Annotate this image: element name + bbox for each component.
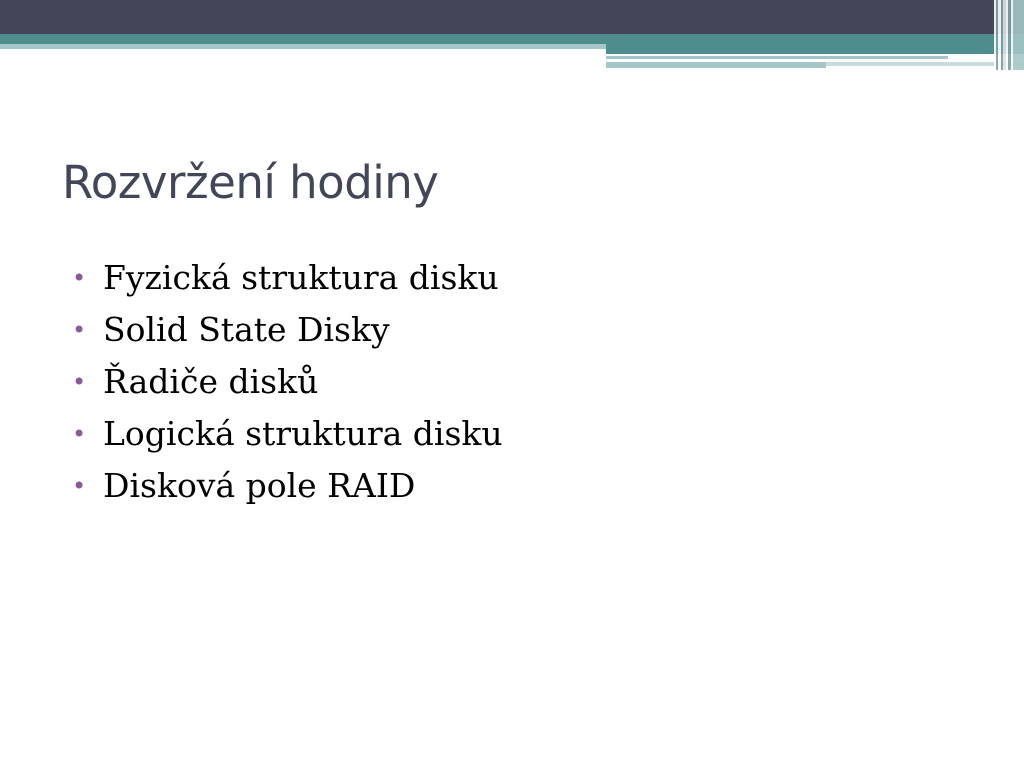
header-band-dark: [0, 0, 1024, 34]
bullet-list: [72, 258, 503, 518]
header-band-right-block: [606, 44, 1024, 54]
bullet-item: [72, 414, 503, 466]
bullet-text: Logická struktura disku: [103, 414, 503, 453]
bullet-marker-icon: •: [72, 472, 87, 500]
header-band-light: [0, 44, 606, 49]
bullet-text: Řadiče disků: [103, 362, 319, 401]
header-band-right-strip: [606, 62, 826, 68]
bullet-item: [72, 466, 503, 518]
bullet-text: Solid State Disky: [103, 310, 390, 349]
bullet-text: Fyzická struktura disku: [103, 258, 499, 297]
bullet-item: [72, 310, 503, 362]
bullet-item: [72, 258, 503, 310]
bullet-marker-icon: •: [72, 264, 87, 292]
header-band-right-strip: [606, 56, 948, 59]
bullet-marker-icon: •: [72, 420, 87, 448]
bullet-marker-icon: •: [72, 316, 87, 344]
header-band-teal: [0, 34, 1024, 44]
header-vertical-lines: [994, 0, 1024, 70]
slide-title: Rozvržení hodiny: [62, 156, 439, 209]
bullet-marker-icon: •: [72, 368, 87, 396]
bullet-item: [72, 362, 503, 414]
bullet-text: Disková pole RAID: [103, 466, 416, 505]
